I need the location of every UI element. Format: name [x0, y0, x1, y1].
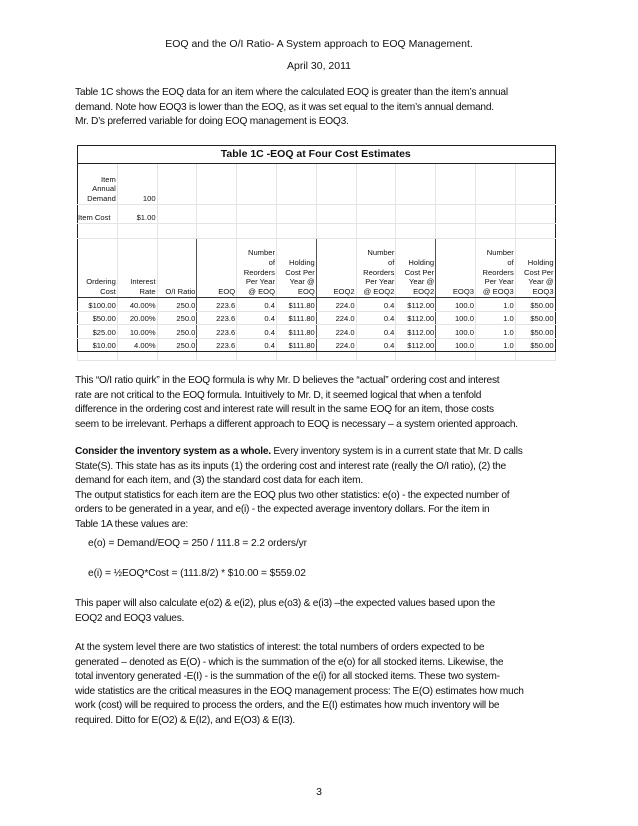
table-cell: $111.80 — [276, 298, 316, 312]
header-text: of — [388, 257, 395, 267]
header-text: Holding — [289, 257, 315, 267]
header-text: Ordering — [86, 277, 116, 287]
table-cell: 224.0 — [316, 311, 356, 325]
column-header — [356, 239, 396, 298]
header-text: Number — [486, 248, 514, 258]
column-header — [157, 239, 197, 298]
table-cell: 223.6 — [197, 311, 237, 325]
page-number: 3 — [316, 786, 322, 798]
header-text: EOQ — [297, 287, 315, 297]
table-cell: 40.00% — [117, 298, 157, 312]
header-text: EOQ3 — [532, 287, 554, 297]
table-cell: 1.0 — [475, 311, 515, 325]
cost-label: Item Cost — [78, 205, 118, 224]
column-header — [237, 239, 277, 298]
expected-values-paragraph — [75, 597, 575, 626]
header-text: Per Year — [245, 277, 275, 287]
table-cell: $112.00 — [396, 298, 436, 312]
text-line: EOQ2 and EOQ3 values. — [75, 612, 185, 624]
table-cell: $50.00 — [515, 325, 555, 339]
header-text: EOQ2 — [413, 287, 435, 297]
text-line: This “O/I ratio quirk” in the EOQ formula is why Mr. D believes the “actual” ordering cost and interest — [75, 375, 500, 386]
header-text: Per Year — [484, 277, 514, 287]
table-cell: $111.80 — [276, 338, 316, 352]
text-line: At the system level there are two statistics of interest: the total numbers of orders expected to be — [75, 642, 485, 653]
bold-lead: Consider the inventory system as a whole. — [75, 446, 271, 457]
header-text: Number — [367, 248, 395, 258]
text-line: generated – denoted as E(O) - which is the summation of the e(o) for all stocked items. Likewise, the — [75, 656, 504, 668]
text-line: difference in the ordering cost and interest rate will result in the same EOQ for an item, those costs — [75, 404, 494, 416]
table-cell: $100.00 — [78, 298, 118, 312]
header-text: Number — [247, 248, 275, 258]
table-cell: 4.00% — [117, 338, 157, 352]
table-cell: 100.0 — [436, 298, 476, 312]
table-cell: 1.0 — [475, 325, 515, 339]
header-text: O/I Ratio — [165, 287, 196, 297]
table-cell: 20.00% — [117, 311, 157, 325]
table-row — [78, 325, 556, 339]
table-cell: $112.00 — [396, 325, 436, 339]
table-cell: 0.4 — [237, 298, 277, 312]
header-text: Cost — [100, 287, 116, 297]
table-cell: $111.80 — [276, 325, 316, 339]
table-cell: 223.6 — [197, 298, 237, 312]
header-text: Cost Per — [404, 267, 435, 277]
text-line: Table 1C shows the EOQ data for an item where the calculated EOQ is greater than the item’s annual — [75, 87, 508, 98]
header-text: of — [268, 257, 275, 267]
header-text: of — [507, 257, 514, 267]
intro-paragraph — [75, 86, 575, 130]
column-header — [276, 239, 316, 298]
text-line: wide statistics are the critical measures in the EOQ management process: The E(O) estimates how much — [75, 685, 524, 697]
header-text: EOQ3 — [452, 287, 474, 297]
table-cell: $111.80 — [276, 311, 316, 325]
table-cell: 0.4 — [237, 338, 277, 352]
header-text: EOQ — [218, 287, 236, 297]
table-cell: $112.00 — [396, 311, 436, 325]
table-cell: 224.0 — [316, 338, 356, 352]
table-cell: 10.00% — [117, 325, 157, 339]
table-cell: 250.0 — [157, 338, 197, 352]
table-cell: 224.0 — [316, 298, 356, 312]
column-header — [436, 239, 476, 298]
text-line: demand for each item, and (3) the standard cost data for each item. — [75, 475, 363, 487]
table-cell: $112.00 — [396, 338, 436, 352]
header-text: Holding — [527, 257, 554, 267]
header-text: Rate — [139, 287, 156, 297]
text-line: Mr. D’s preferred variable for doing EOQ management is EOQ3. — [75, 116, 349, 128]
header-text: Per Year — [365, 277, 395, 287]
table-cell: 250.0 — [157, 298, 197, 312]
equation-eo: e(o) = Demand/EOQ = 250 / 111.8 = 2.2 orders/yr — [88, 538, 307, 549]
column-header — [316, 239, 356, 298]
document-date: April 30, 2011 — [286, 60, 351, 72]
header-text: Reorders — [363, 267, 395, 277]
table-header-row — [78, 239, 556, 298]
header-text: Interest — [130, 277, 156, 287]
equation-ei: e(i) = ½EOQ*Cost = (111.8/2) * $10.00 = $559.02 — [88, 568, 306, 579]
table-cell: 0.4 — [356, 338, 396, 352]
column-header — [515, 239, 555, 298]
table-cell: 0.4 — [356, 325, 396, 339]
column-header — [117, 239, 157, 298]
header-text: Reorders — [243, 267, 275, 277]
table-title: Table 1C -EOQ at Four Cost Estimates — [78, 146, 556, 164]
text-line: Every inventory system is in a current state that Mr. D calls — [270, 446, 523, 457]
text-line: State(S). This state has as its inputs (1) the ordering cost and interest rate (really the O/I ratio), (2) the — [75, 460, 506, 472]
table-cell: $25.00 — [78, 325, 118, 339]
table-row — [78, 298, 556, 312]
table-cell: 250.0 — [157, 325, 197, 339]
system-paragraph — [75, 445, 575, 533]
table-cell: 223.6 — [197, 338, 237, 352]
table-cell: 0.4 — [237, 325, 277, 339]
table-cell: $50.00 — [515, 338, 555, 352]
text-line: required. Ditto for E(O2) & E(I2), and E(O3) & E(I3). — [75, 714, 296, 726]
header-text: Reorders — [482, 267, 514, 277]
header-text: Holding — [408, 257, 435, 267]
demand-value: 100 — [117, 164, 157, 205]
header-text: @ EOQ3 — [482, 287, 514, 297]
table-cell: 100.0 — [436, 338, 476, 352]
text-line: rate are not critical to the EOQ formula. Intuitively to Mr. D, it seemed logical that when a tenfold — [75, 389, 482, 401]
table-cell: 1.0 — [475, 298, 515, 312]
text-line: demand. Note how EOQ3 is lower than the EOQ, as it was set equal to the item’s annual demand. — [75, 101, 494, 113]
table-cell: 224.0 — [316, 325, 356, 339]
column-header — [396, 239, 436, 298]
table-cell: $50.00 — [515, 298, 555, 312]
text-line: seem to be irrelevant. Perhaps a different approach to EOQ is necessary – a system oriented approach. — [75, 418, 518, 430]
text-line: Table 1A these values are: — [75, 518, 188, 530]
table-cell: $50.00 — [515, 311, 555, 325]
document-header: EOQ and the O/I Ratio- A System approach to EOQ Management. — [165, 38, 473, 50]
table-row — [78, 338, 556, 352]
table-row — [78, 311, 556, 325]
header-text: Year @ — [409, 277, 435, 287]
table-cell: 0.4 — [356, 298, 396, 312]
header-text: Cost Per — [524, 267, 554, 277]
demand-label: Item Annual Demand — [78, 164, 118, 205]
text-line: This paper will also calculate e(o2) & e(i2), plus e(o3) & e(i3) –the expected values based upon the — [75, 598, 496, 609]
header-text: EOQ2 — [333, 287, 355, 297]
header-text: Year @ — [289, 277, 315, 287]
column-header — [78, 239, 118, 298]
header-text: @ EOQ — [248, 287, 275, 297]
text-line: The output statistics for each item are the EOQ plus two other statistics: e(o) - the expected number of — [75, 489, 510, 501]
table-cell: $50.00 — [78, 311, 118, 325]
text-line: orders to be generated in a year, and e(i) - the expected average inventory dollars. For the item in — [75, 504, 490, 516]
text-line: total inventory generated -E(I) - is the summation of the e(i) for all stocked items. These two system- — [75, 671, 500, 683]
table-cell: 0.4 — [356, 311, 396, 325]
table-cell: 250.0 — [157, 311, 197, 325]
text-line: work (cost) will be required to process the orders, and the E(I) estimates how much inventory will be — [75, 700, 500, 712]
table-cell: 100.0 — [436, 311, 476, 325]
header-text: Cost Per — [285, 267, 315, 277]
header-text: @ EOQ2 — [363, 287, 395, 297]
quirk-paragraph — [75, 374, 575, 432]
system-level-paragraph — [75, 641, 575, 729]
table-cell: 1.0 — [475, 338, 515, 352]
column-header — [475, 239, 515, 298]
table-cell: $10.00 — [78, 338, 118, 352]
table-cell: 0.4 — [237, 311, 277, 325]
cost-value: $1.00 — [117, 205, 157, 224]
column-header — [197, 239, 237, 298]
table-cell: 223.6 — [197, 325, 237, 339]
table-cell: 100.0 — [436, 325, 476, 339]
eoq-table — [77, 145, 556, 361]
header-text: Year @ — [528, 277, 554, 287]
